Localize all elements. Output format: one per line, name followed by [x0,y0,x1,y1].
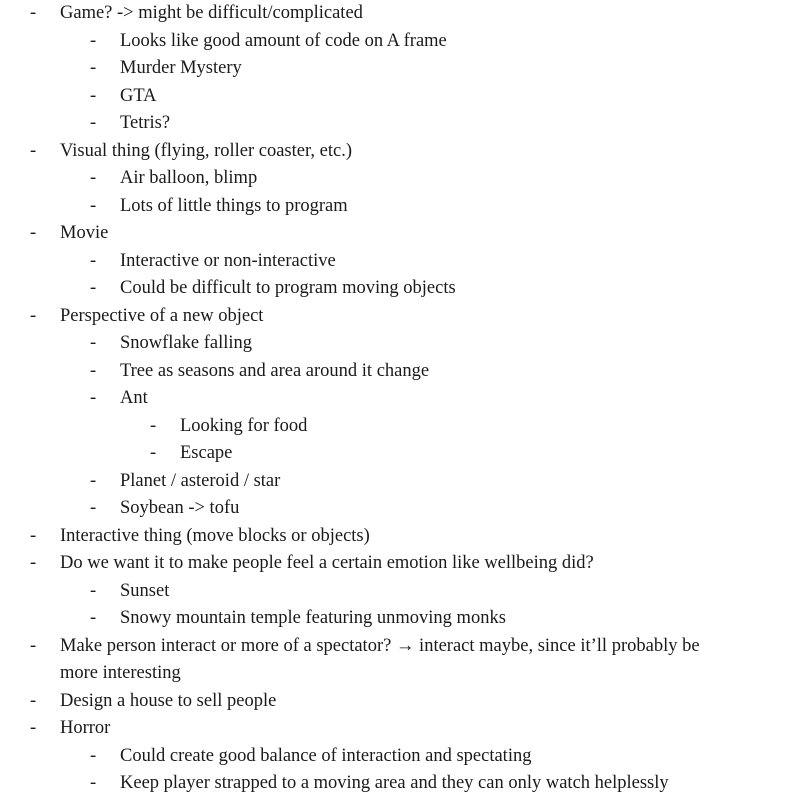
list-item-text: Lots of little things to program [120,195,348,216]
bullet-dash: - [30,690,37,711]
list-item-text: Snowy mountain temple featuring unmoving monks [120,608,506,628]
bullet-dash: - [90,470,97,491]
list-item-continuation [0,660,788,688]
list-item-movie [0,220,788,248]
list-item-text: Make person interact or more of a spectator? → interact maybe, since it’ll probably be [60,635,700,656]
list-item-little-things [0,193,788,221]
list-item-text: Tree as seasons and area around it change [120,360,430,381]
list-item-text: Movie [60,223,109,243]
list-item-interactive-thing [0,523,788,551]
list-item-text: more interesting [60,663,181,683]
list-item-text: Perspective of a new object [60,305,264,326]
list-item-text: Ant [120,388,148,408]
bullet-dash: - [90,168,97,188]
list-item-text: Horror [60,718,111,738]
list-item-soybean [0,495,788,523]
list-item-text: Tetris? [120,113,171,133]
list-item-game [0,0,788,28]
list-item-visual-thing [0,138,788,166]
bullet-dash: - [90,333,97,353]
list-item-text: Interactive or non-interactive [120,250,336,271]
list-item-text: Do we want it to make people feel a certain emotion like wellbeing did? [60,553,594,573]
list-item-murder-mystery [0,55,788,83]
list-item-text: Keep player strapped to a moving area and they can only watch helplessly [120,773,669,793]
bullet-dash: - [90,58,97,78]
bullet-dash: - [90,580,97,601]
bullet-dash: - [30,525,37,546]
bullet-dash: - [30,305,37,326]
list-item-gta [0,83,788,111]
list-item-interact-or-spectator [0,633,788,661]
bullet-dash: - [90,85,97,106]
list-item-text: Planet / asteroid / star [120,470,281,491]
bullet-dash: - [90,360,97,381]
list-item-text: Sunset [120,580,170,601]
list-item-text: Interactive thing (move blocks or objects) [60,525,370,546]
bullet-dash: - [90,278,97,298]
list-item-moving-objects [0,275,788,303]
list-item-text: GTA [120,85,157,106]
list-item-text: Snowflake falling [120,333,253,353]
list-item-text: Looking for food [180,415,308,436]
bullet-dash: - [90,30,97,51]
list-item-interactive-or-not [0,248,788,276]
list-item-text: Soybean -> tofu [120,498,240,518]
list-item-planet [0,468,788,496]
bullet-dash: - [90,195,97,216]
list-item-text: Murder Mystery [120,58,242,78]
bullet-dash: - [90,608,97,628]
list-item-design-house [0,688,788,716]
list-item-air-balloon [0,165,788,193]
list-item-tree-seasons [0,358,788,386]
list-item-temple [0,605,788,633]
bullet-dash: - [150,415,157,436]
list-item-emotion [0,550,788,578]
bullet-dash: - [90,388,97,408]
bullet-dash: - [30,223,37,243]
bullet-dash: - [90,745,97,766]
list-item-balance [0,743,788,771]
list-item-text: Escape [180,443,233,463]
bullet-dash: - [150,443,157,463]
bullet-dash: - [30,553,37,573]
bullet-dash: - [90,773,97,793]
list-item-text: Game? -> might be difficult/complicated [60,3,363,23]
bullet-dash: - [90,113,97,133]
list-item-strapped [0,770,788,798]
list-item-ant [0,385,788,413]
list-item-text: Looks like good amount of code on A frame [120,30,447,51]
list-item-tetris [0,110,788,138]
bullet-dash: - [30,718,37,738]
list-item-sunset [0,578,788,606]
list-item-escape [0,440,788,468]
bullet-dash: - [30,3,37,23]
list-item-aframe [0,28,788,56]
list-item-horror [0,715,788,743]
bullet-dash: - [30,140,37,161]
list-item-text: Visual thing (flying, roller coaster, etc.) [60,140,352,161]
bullet-dash: - [90,498,97,518]
list-item-perspective [0,303,788,331]
bullet-dash: - [30,635,37,656]
bullet-dash: - [90,250,97,271]
list-item-looking-for-food [0,413,788,441]
list-item-text: Design a house to sell people [60,690,277,711]
list-item-text: Air balloon, blimp [120,168,258,188]
list-item-snowflake [0,330,788,358]
list-item-text: Could create good balance of interaction and spectating [120,745,532,766]
list-item-text: Could be difficult to program moving objects [120,278,456,298]
